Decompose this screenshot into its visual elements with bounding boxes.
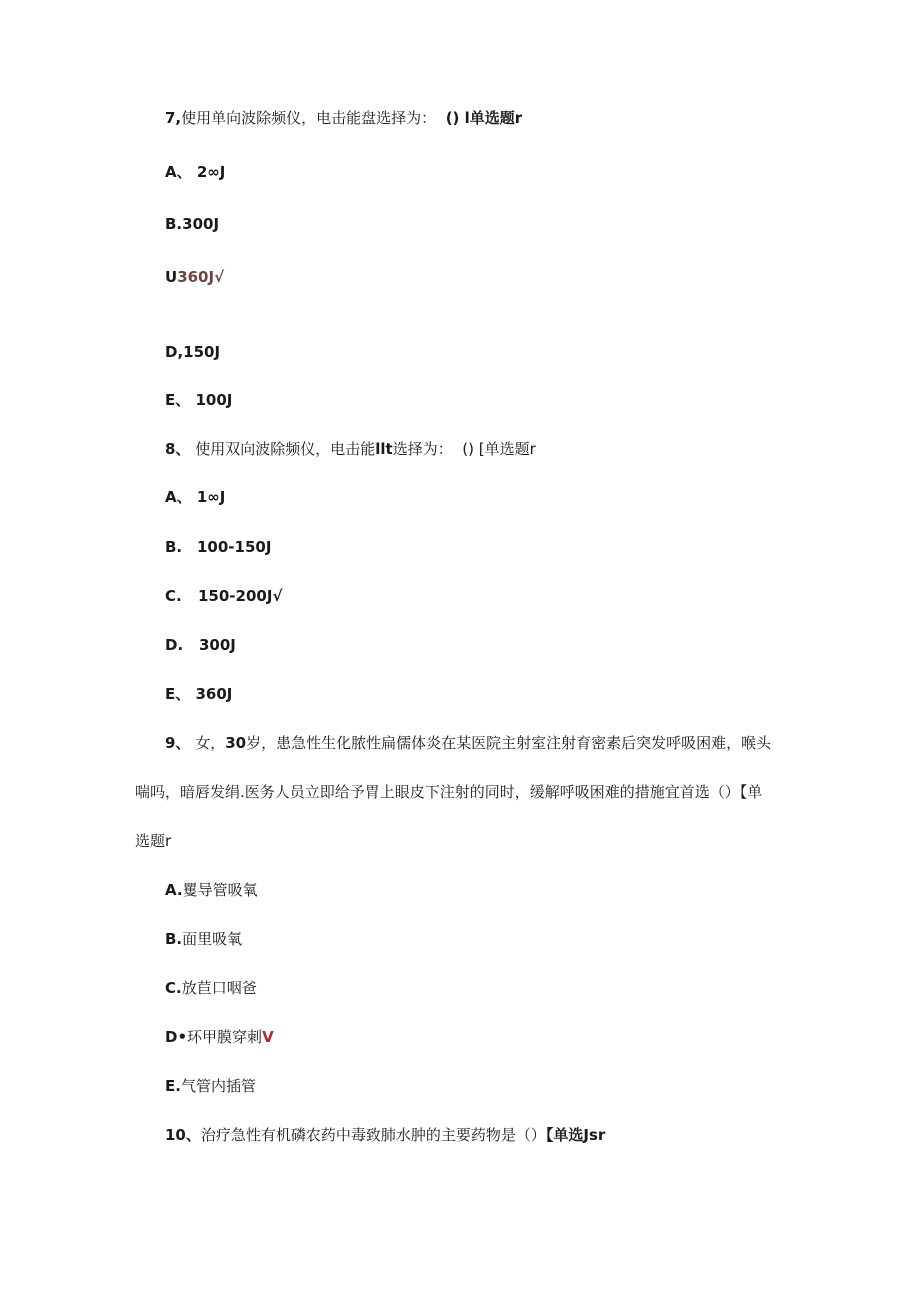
question-text: 治疗急性有机磷农药中毒致肺水肿的主要药物是（） — [200, 1126, 546, 1144]
question-number: 8、 — [165, 440, 191, 458]
option-text: 2∞J — [196, 163, 226, 181]
option-label: A、 — [165, 163, 192, 181]
question-9-stem-line-3: 选题r — [135, 832, 172, 850]
correct-check-icon: √ — [272, 587, 283, 605]
question-age: 30 — [225, 734, 247, 752]
question-text-2: 选择为： — [392, 440, 453, 458]
question-9-option-c — [165, 978, 257, 998]
question-10-stem — [165, 1125, 605, 1145]
question-text: 使用双向波除频仪，电击能 — [195, 440, 376, 458]
option-label: U — [165, 268, 178, 286]
question-type: 【单选Jsr — [545, 1126, 606, 1144]
option-text: 360J — [195, 685, 233, 703]
option-label: D• — [165, 1028, 188, 1046]
question-9-option-e — [165, 1076, 256, 1096]
option-label: E、 — [165, 685, 191, 703]
question-8-option-b — [165, 537, 272, 557]
option-text: 150J — [183, 343, 221, 361]
option-text: 气管内插管 — [180, 1077, 256, 1095]
option-label: E. — [165, 1077, 181, 1095]
question-8-stem — [165, 439, 536, 459]
option-text: 100-150J — [197, 538, 272, 556]
option-label: A. — [165, 881, 183, 899]
option-label: C. — [165, 979, 182, 997]
question-8-option-c — [165, 586, 283, 606]
question-9-option-d — [165, 1027, 274, 1047]
question-9-stem-line-2: 喘吗，暗唇发绢.医务人员立即给予胃上眼皮下注射的同时，缓解呼吸困难的措施宜首选（）【单 — [135, 783, 763, 801]
question-7-option-d — [165, 342, 220, 362]
option-label: B. — [165, 538, 183, 556]
correct-check-icon: V — [262, 1028, 274, 1046]
option-text: 1∞J — [196, 488, 226, 506]
question-type: () [单选题r — [462, 440, 536, 458]
option-text: 环甲膜穿刺 — [187, 1028, 263, 1046]
question-7-option-a — [165, 162, 225, 182]
option-text: 面里吸氧 — [182, 930, 243, 948]
question-number: 10、 — [165, 1126, 201, 1144]
question-9-stem-line-1 — [165, 733, 771, 753]
question-9-option-b — [165, 929, 242, 949]
question-type: () l单选题r — [445, 109, 523, 127]
option-text: 300J — [182, 215, 220, 233]
option-text: 100J — [195, 391, 233, 409]
question-8-option-d — [165, 635, 236, 655]
question-8-option-e — [165, 684, 232, 704]
option-label: B. — [165, 930, 183, 948]
question-7-option-e — [165, 390, 232, 410]
option-label: A、 — [165, 488, 192, 506]
correct-check-icon: √ — [214, 268, 225, 286]
question-number: 9、 — [165, 734, 191, 752]
question-9-option-a — [165, 880, 258, 900]
option-label: D. — [165, 636, 184, 654]
option-label: E、 — [165, 391, 191, 409]
option-label: B. — [165, 215, 183, 233]
option-text: 矍导管吸氧 — [182, 881, 258, 899]
option-label: D, — [165, 343, 184, 361]
question-8-option-a — [165, 487, 225, 507]
question-7-stem — [165, 108, 522, 128]
question-number: 7, — [165, 109, 182, 127]
option-text: 放苣口咽爸 — [181, 979, 257, 997]
question-text-cont: 岁，患急性生化脓性扁儒体炎在某医院主射室注射育密素后突发呼吸困难，喉头 — [246, 734, 772, 752]
question-text: 使用单向波除频仪，电击能盘选择为： — [181, 109, 437, 127]
question-text: 女， — [195, 734, 226, 752]
question-text-garbled: llt — [375, 440, 393, 458]
question-7-option-b — [165, 214, 219, 234]
option-text: 300J — [199, 636, 236, 654]
option-label: C. — [165, 587, 182, 605]
question-7-option-c — [165, 267, 224, 287]
option-text: 360J — [177, 268, 215, 286]
option-text: 150-200J — [198, 587, 273, 605]
